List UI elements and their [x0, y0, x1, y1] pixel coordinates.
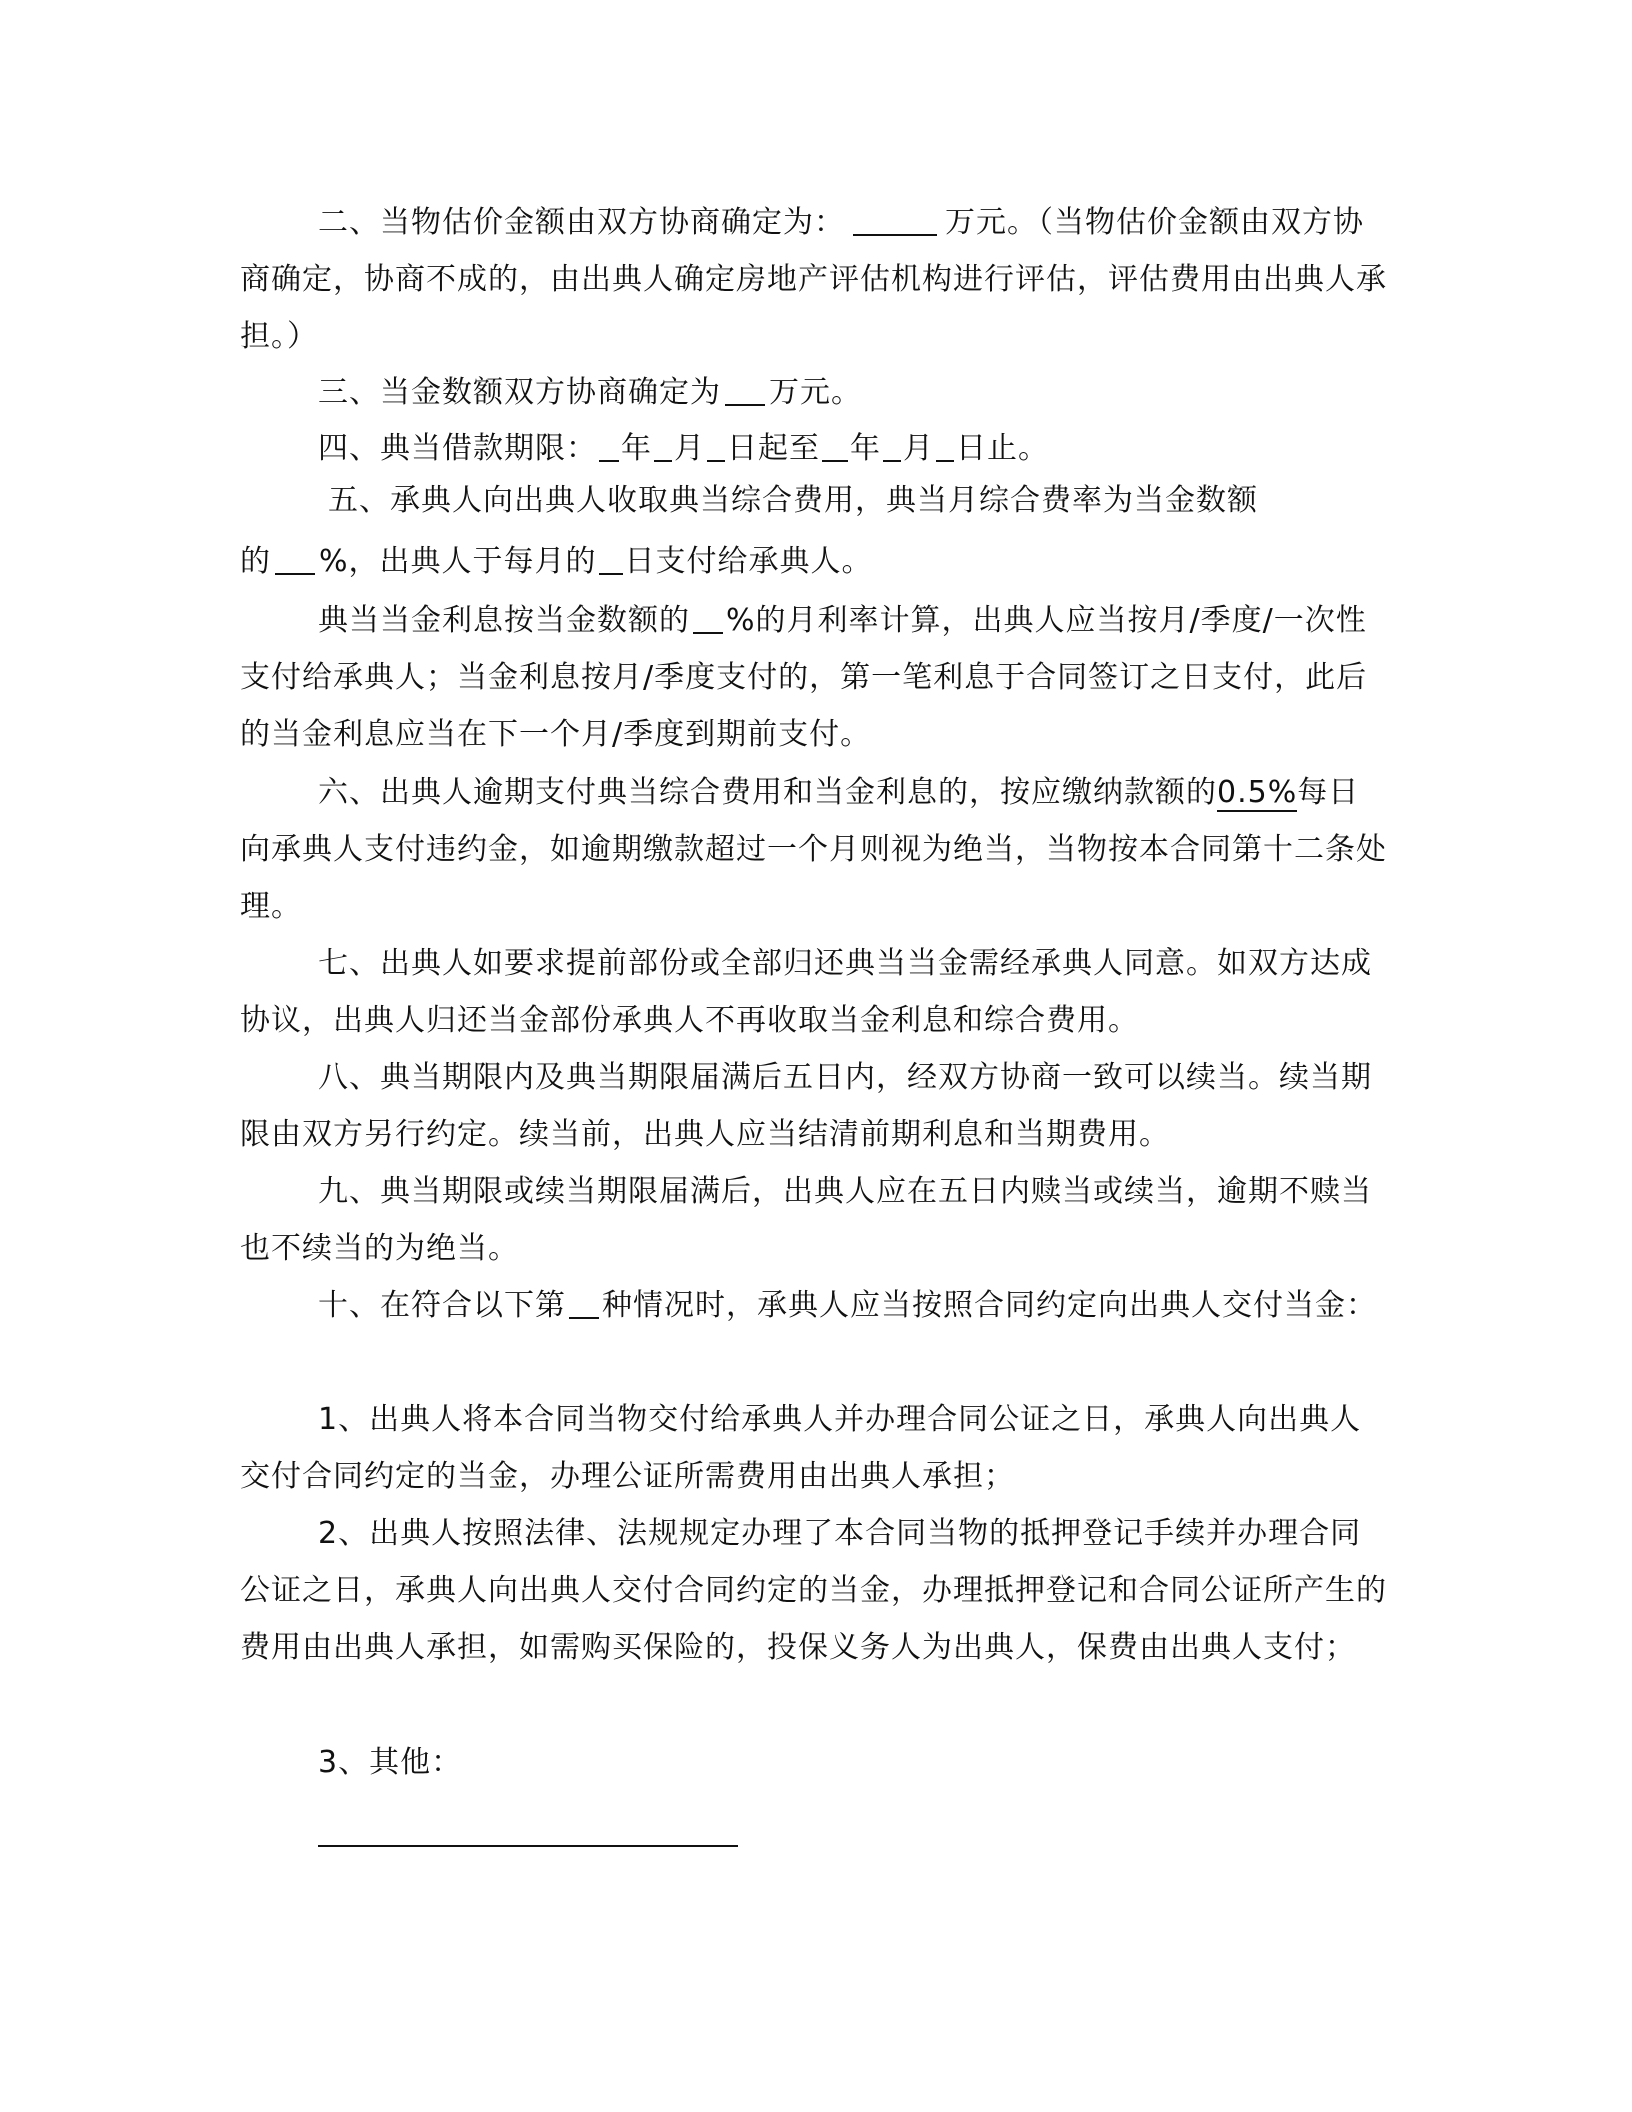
- clause-4: [318, 420, 1049, 477]
- blank-interest-rate: [693, 602, 723, 634]
- clause-5-text-a: 的: [240, 544, 271, 579]
- interest-text-b: %的月利率计算，出典人应当按月/季度/一次性支付给承典人；当金利息按月/季度支付的，第一笔利息于合同签订之日支付，此后的当金利息应当在下一个月/季度到期前支付。: [240, 603, 1368, 752]
- end-day-label: 日止。: [956, 431, 1049, 466]
- clause-9: 九、典当期限或续当期限届满后，出典人应在五日内赎当或续当，逾期不赎当也不续当的为绝当。: [240, 1174, 1372, 1266]
- end-year-label: 年: [850, 431, 881, 466]
- clause-6-text-b: 每日向承典人支付违约金，如逾期缴款超过一个月则视为绝当，当物按本合同第十二条处理。: [240, 775, 1387, 924]
- end-month-label: 月: [903, 431, 934, 466]
- clause-8: 八、典当期限内及典当期限届满后五日内，经双方协商一致可以续当。续当期限由双方另行约定。续当前，出典人应当结清前期利息和当期费用。: [240, 1060, 1372, 1152]
- blank-start-day: [707, 430, 725, 462]
- start-day-label: 日起至: [727, 431, 820, 466]
- clause-3-text-a: 三、当金数额双方协商确定为: [318, 375, 721, 410]
- clause-3: [318, 364, 862, 421]
- blank-end-month: [883, 430, 901, 462]
- clause-2-text-b: 万元。（当物估价金额由双方协商确定，协商不成的，由出典人确定房地产评估机构进行评估，评估费用由出典人承担。）: [240, 205, 1387, 354]
- clause-10: [240, 1277, 1390, 1334]
- clause-5-text-b: %，出典人于每月的: [319, 544, 597, 579]
- blank-end-day: [936, 430, 954, 462]
- penalty-rate: 0.5%: [1217, 775, 1298, 810]
- clause-5-text-c: 日支付给承典人。: [624, 544, 873, 579]
- condition-item-1: 1、出典人将本合同当物交付给承典人并办理合同公证之日，承典人向出典人交付合同约定的当金，办理公证所需费用由出典人承担；: [240, 1402, 1362, 1494]
- clause-5-line1: 五、承典人向出典人收取典当综合费用，典当月综合费率为当金数额: [328, 483, 1258, 518]
- blank-estimate-amount: [853, 204, 937, 236]
- blank-other-conditions: [318, 1845, 738, 1847]
- blank-fee-rate: [275, 543, 315, 575]
- blank-end-year: [822, 430, 848, 462]
- blank-pay-day: [599, 543, 623, 575]
- blank-loan-amount: [725, 374, 765, 406]
- blank-start-month: [654, 430, 672, 462]
- clause-7: 七、出典人如要求提前部份或全部归还典当当金需经承典人同意。如双方达成协议，出典人归还当金部份承典人不再收取当金利息和综合费用。: [240, 946, 1372, 1038]
- clause-4-text-a: 四、典当借款期限：: [318, 431, 597, 466]
- clause-10-text-b: 种情况时，承典人应当按照合同约定向出典人交付当金：: [602, 1288, 1377, 1323]
- blank-condition-number: [569, 1287, 599, 1319]
- clause-6-text-a: 六、出典人逾期支付典当综合费用和当金利息的，按应缴纳款额的: [318, 775, 1217, 810]
- clause-2: [240, 194, 1390, 365]
- interest-clause: [240, 592, 1390, 763]
- clause-3-text-b: 万元。: [769, 375, 862, 410]
- interest-text-a: 典当当金利息按当金数额的: [318, 603, 690, 638]
- start-year-label: 年: [621, 431, 652, 466]
- blank-start-year: [599, 430, 619, 462]
- start-month-label: 月: [674, 431, 705, 466]
- clause-6: [240, 764, 1390, 935]
- clause-5-line2: [240, 533, 873, 590]
- condition-item-3: 3、其他：: [318, 1745, 463, 1780]
- clause-2-text-a: 二、当物估价金额由双方协商确定为：: [318, 205, 845, 240]
- clause-10-text-a: 十、在符合以下第: [318, 1288, 566, 1323]
- condition-item-2: 2、出典人按照法律、法规规定办理了本合同当物的抵押登记手续并办理合同公证之日，承典人向出典人交付合同约定的当金，办理抵押登记和合同公证所产生的费用由出典人承担，如需购买保险的，投保义务人为出典人，保费由出典人支付；: [240, 1516, 1387, 1665]
